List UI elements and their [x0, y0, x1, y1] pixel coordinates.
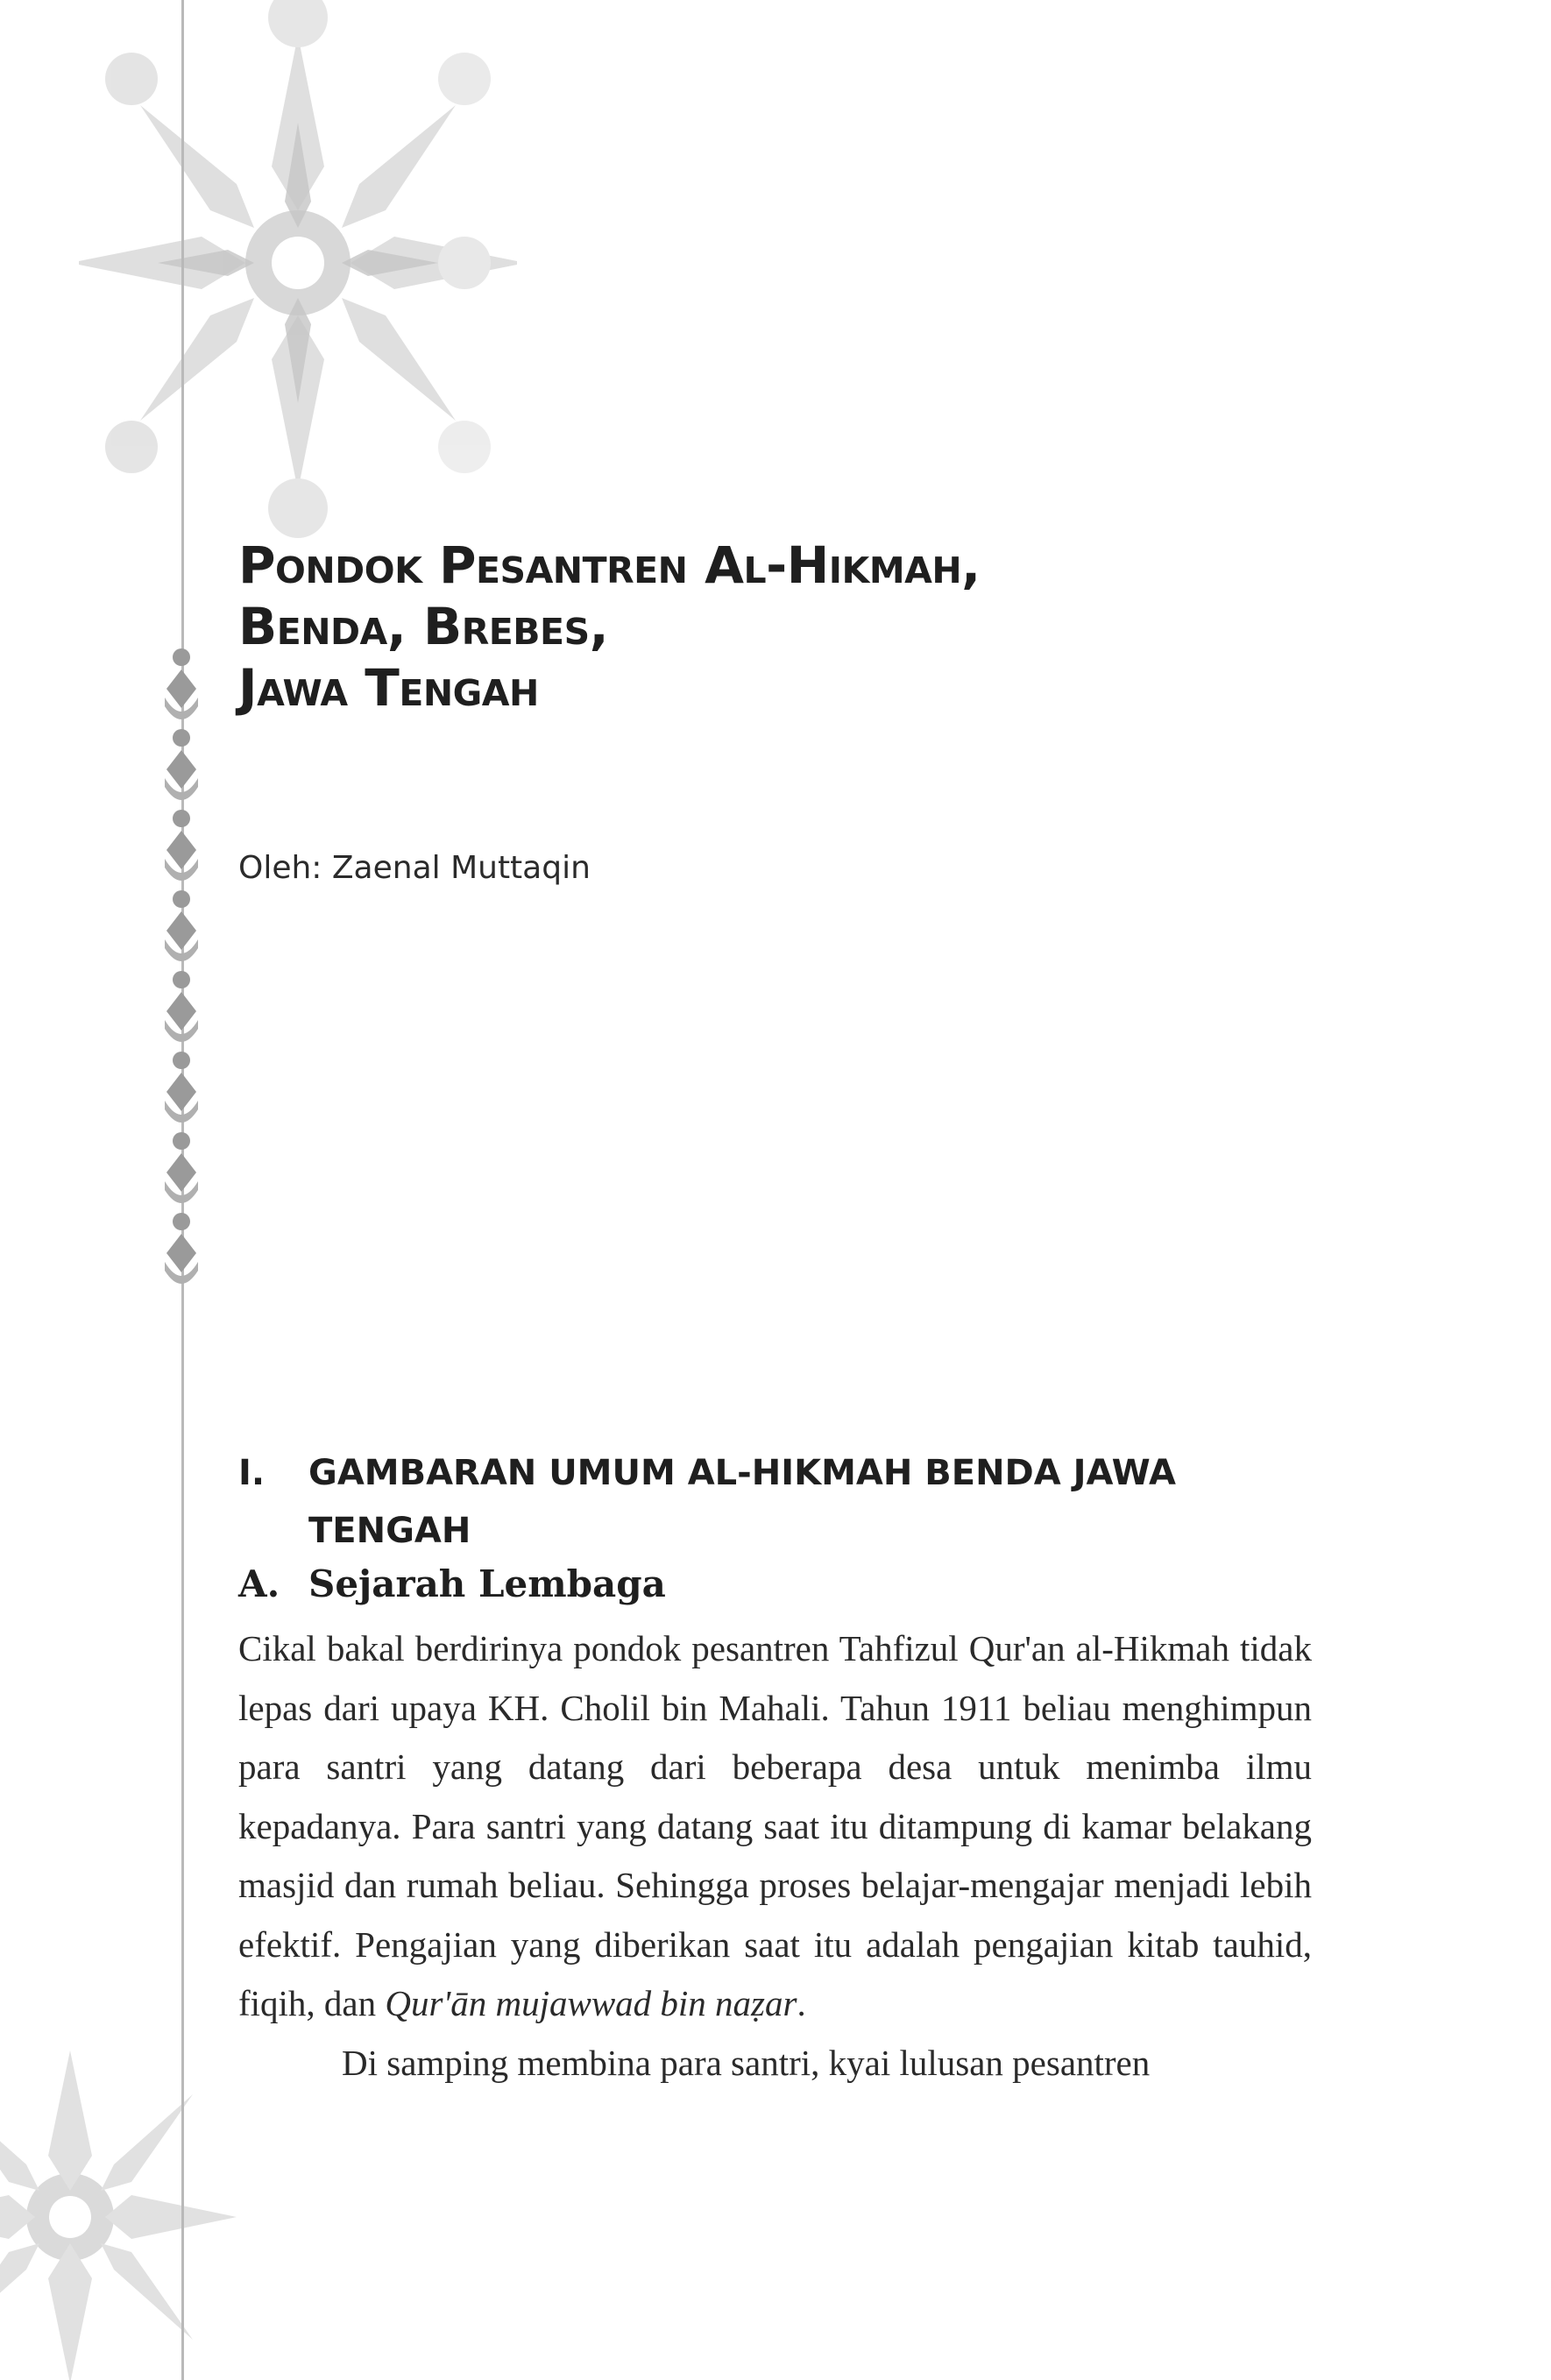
- paragraph-1-text: Cikal bakal berdirinya pondok pesantren Tahfizul Qur'an al-Hikmah tidak lepas dari upaya KH. Cholil bin Mahali. Tahun 1911 beliau menghimpun para santri yang datang dari beberapa desa untuk menimba ilmu kepadanya. Para santri yang datang saat itu ditampung di kamar belakang masjid dan rumah beliau. Sehingga proses belajar-mengajar menjadi lebih efektif. Pengajian yang diberikan saat itu adalah pengajian kitab tauhid, fiqih, dan: [238, 1628, 1312, 2023]
- section-number: I.: [238, 1453, 266, 1493]
- body-text: [238, 1619, 1312, 2093]
- paragraph-2: Di samping membina para santri, kyai lulusan pesantren: [342, 2042, 1151, 2083]
- subsection-number: A.: [238, 1562, 280, 1605]
- chapter-title-line-3: Jawa Tengah: [238, 658, 539, 718]
- subsection-heading: [238, 1558, 666, 1611]
- paragraph-1-end: .: [797, 1983, 806, 2023]
- author-byline: Oleh: Zaenal Muttaqin: [238, 850, 591, 886]
- paragraph-1-italic-term: Qur'ān mujawwad bin naẓar: [385, 1983, 797, 2023]
- ornamental-border-chain: [156, 645, 207, 1293]
- chapter-title-line-2: Benda, Brebes,: [238, 597, 609, 656]
- floral-ornament-top: [79, 0, 517, 561]
- section-heading: [238, 1444, 1316, 1560]
- section-title: GAMBARAN UMUM AL-HIKMAH BENDA JAWA TENGAH: [308, 1453, 1176, 1551]
- chapter-title-line-1: Pondok Pesantren Al-Hikmah,: [238, 535, 981, 595]
- subsection-title: Sejarah Lembaga: [308, 1562, 666, 1605]
- chapter-title: [238, 535, 1377, 719]
- paragraph-1: [238, 1619, 1312, 2034]
- floral-ornament-bottom: [0, 2033, 245, 2380]
